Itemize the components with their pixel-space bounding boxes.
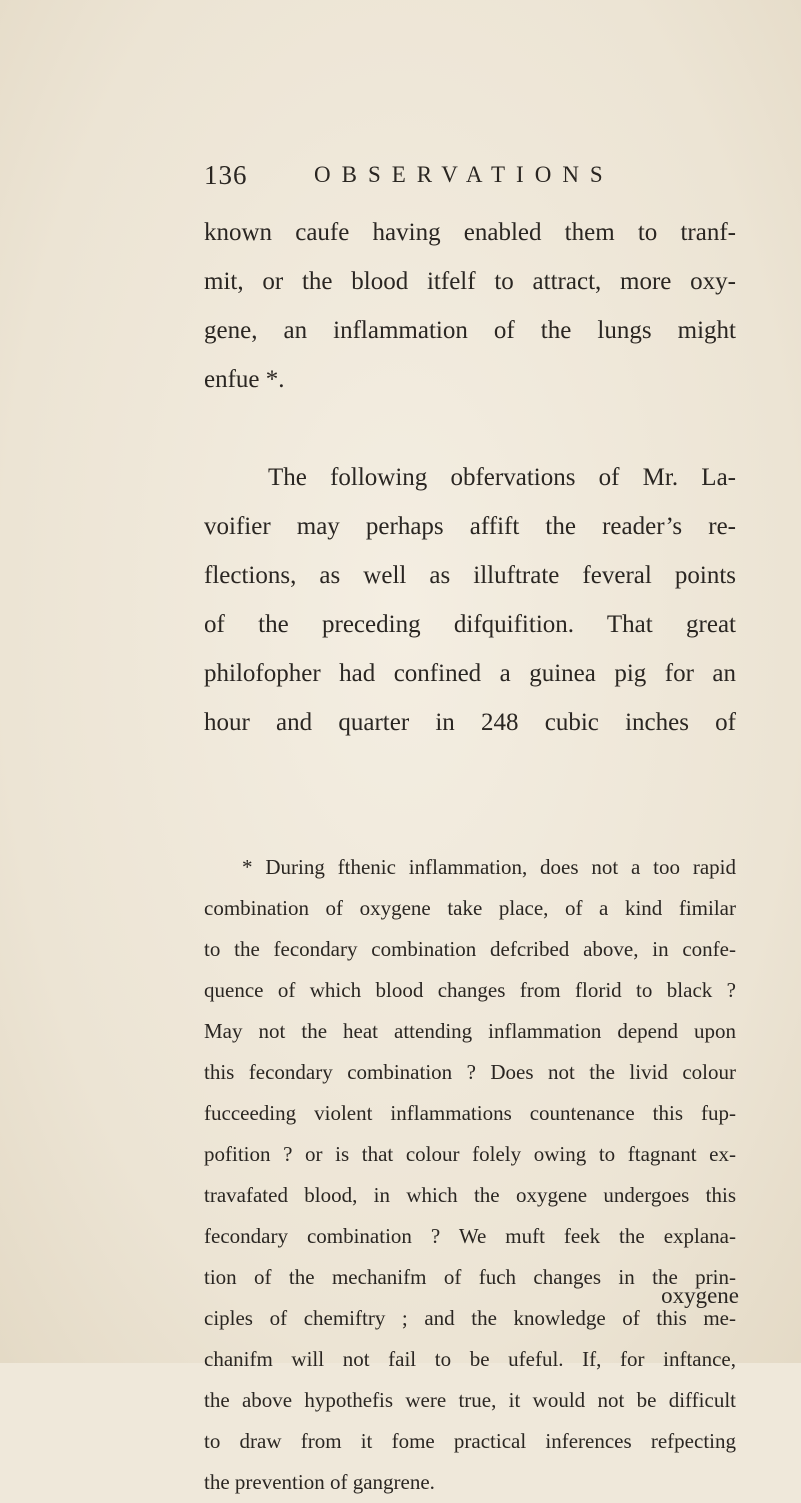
text-line: mit, or the blood itfelf to attract, more oxy- <box>204 268 736 295</box>
text-line: known caufe having enabled them to tranf- <box>204 219 736 246</box>
text-line: voifier may perhaps affift the reader’s re- <box>204 513 736 540</box>
footnote-line: fucceeding violent inflammations countenance this fup- <box>204 1101 736 1125</box>
text-line: gene, an inflammation of the lungs might <box>204 317 736 344</box>
footnote-line: * During fthenic inflammation, does not a too rapid <box>242 855 736 879</box>
footnote-line: quence of which blood changes from florid to black ? <box>204 978 736 1002</box>
footnote-line: May not the heat attending inflammation depend upon <box>204 1019 736 1043</box>
text-line: philofopher had confined a guinea pig for an <box>204 660 736 687</box>
footnote-line: this fecondary combination ? Does not the livid colour <box>204 1060 736 1084</box>
footnote-line: tion of the mechanifm of fuch changes in the prin- <box>204 1265 736 1289</box>
footnote-line: fecondary combination ? We muft feek the explana- <box>204 1224 736 1248</box>
text-line: The following obfervations of Mr. La- <box>268 464 736 491</box>
page-header <box>204 160 764 200</box>
page-number: 136 <box>204 160 248 190</box>
body-text <box>204 208 736 747</box>
running-head: OBSERVATIONS <box>314 162 614 187</box>
footnote-line: to the fecondary combination defcribed above, in confe- <box>204 937 736 961</box>
footnote-line: combination of oxygene take place, of a kind fimilar <box>204 896 736 920</box>
catchword: oxygene <box>661 1283 739 1308</box>
footnote-line: chanifm will not fail to be ufeful. If, for inftance, <box>204 1347 736 1371</box>
footnote-line: ciples of chemiftry ; and the knowledge of this me- <box>204 1306 736 1330</box>
footnote-line: pofition ? or is that colour folely owing to ftagnant ex- <box>204 1142 736 1166</box>
text-line: flections, as well as illuftrate feveral points <box>204 562 736 589</box>
footnote-line: the above hypothefis were true, it would not be difficult <box>204 1388 736 1412</box>
footnote-line: the prevention of gangrene. <box>204 1470 435 1494</box>
text-line: enfue *. <box>204 366 285 393</box>
footnote <box>204 847 736 1503</box>
text-line: hour and quarter in 248 cubic inches of <box>204 709 736 736</box>
footnote-line: to draw from it fome practical inferences refpecting <box>204 1429 736 1453</box>
text-line: of the preceding difquifition. That great <box>204 611 736 638</box>
footnote-line: travafated blood, in which the oxygene undergoes this <box>204 1183 736 1207</box>
